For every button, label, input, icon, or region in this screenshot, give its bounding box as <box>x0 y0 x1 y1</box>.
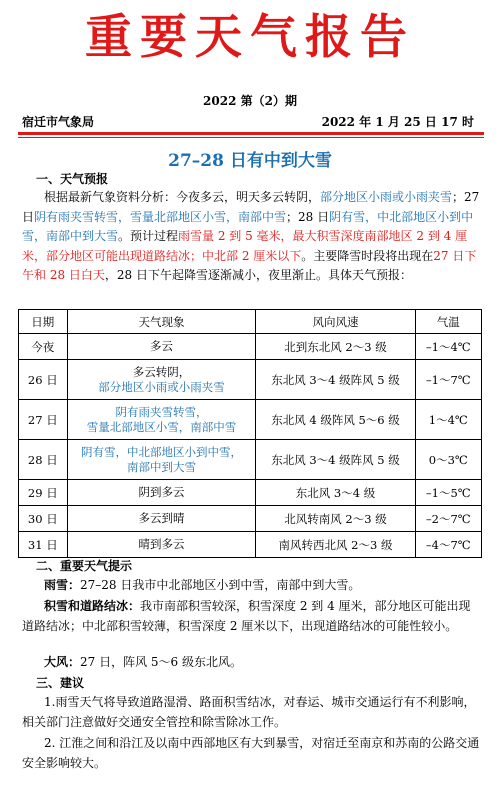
header-date: 日期 <box>19 310 68 334</box>
row-date: 31 日 <box>19 532 68 558</box>
forecast-highlight-1: 部分地区小雨或小雨夹雪 <box>320 190 453 204</box>
forecast-text-6: ，28 日下午起降雪逐渐减小，夜里渐止。具体天气预报： <box>104 268 412 282</box>
row-weather: 阴有雨夹雪转雪， 雪量北部地区小雪，南部中雪 <box>67 400 256 440</box>
section2-heading: 二、重要天气提示 <box>36 559 133 573</box>
report-title: 重要天气报告 <box>85 10 415 65</box>
table-row <box>19 400 482 440</box>
row-wind: 东北风 3～4 级阵风 5 级 <box>256 440 415 480</box>
forecast-text-1: 根据最新气象资料分析：今夜多云，明天多云转阴， <box>44 190 321 204</box>
row-temp: –4～7℃ <box>415 532 481 558</box>
forecast-highlight-2: 阴有雨夹雪转雪，雪量北部地区小雪，南部中雪 <box>34 209 287 224</box>
forecast-table <box>18 309 482 558</box>
row-weather: 多云 <box>67 334 256 360</box>
forecast-highlight-3: 阴有雪，中北部地区小到中雪，南部中到大雪 <box>22 209 474 243</box>
table-row <box>19 532 482 558</box>
row-wind: 东北风 3～4 级 <box>256 480 415 506</box>
row-weather: 多云转阴， 部分地区小雨或小雨夹雪 <box>67 360 256 400</box>
rain-snow-label: 雨雪： <box>44 578 81 592</box>
row-wind: 北到东北风 2～3 级 <box>256 334 415 360</box>
table-row <box>19 506 482 532</box>
suggestion-2 <box>22 733 480 773</box>
headline: 27–28 日有中到大雪 <box>168 151 332 171</box>
row-date: 29 日 <box>19 480 68 506</box>
forecast-paragraph <box>22 188 480 286</box>
row-date: 28 日 <box>19 440 68 480</box>
forecast-text-2: ；27 日 <box>22 190 480 224</box>
header-temperature: 气温 <box>415 310 481 334</box>
row-weather: 阴有雪，中北部地区小到中雪， 南部中到大雪 <box>67 440 256 480</box>
row-wind: 东北风 4 级阵风 5～6 级 <box>256 400 415 440</box>
snow-ice-text: 我市南部积雪较深，积雪深度 2 到 4 厘米，部分地区可能出现道路结冰；中北部积雪较薄，积雪深度 2 厘米以下，出现道路结冰的可能性较小。 <box>22 599 471 633</box>
rain-snow-tip <box>22 575 480 595</box>
header-divider-thick <box>18 132 484 135</box>
section1-heading: 一、天气预报 <box>36 172 109 186</box>
header-weather: 天气现象 <box>67 310 256 334</box>
row-date: 今夜 <box>19 334 68 360</box>
row-weather: 阴到多云 <box>67 480 256 506</box>
suggestion-1-text: 1.雨雪天气将导致道路湿滑、路面积雪结冰，对春运、城市交通运行有不利影响，相关部门注意做好交通安全管控和除雪除冰工作。 <box>22 695 476 729</box>
wind-tip <box>22 652 480 672</box>
suggestion-1 <box>22 692 480 732</box>
row-date: 30 日 <box>19 506 68 532</box>
row-temp: 1～4℃ <box>415 400 481 440</box>
forecast-text-4: 。预计过程 <box>118 229 179 243</box>
rain-snow-text: 27–28 日我市中北部地区小到中雪，南部中到大雪。 <box>80 578 361 592</box>
table-row <box>19 440 482 480</box>
issue-date: 2022 年 1 月 25 日 17 时 <box>321 115 474 129</box>
wind-label: 大风： <box>44 655 81 669</box>
table-row <box>19 360 482 400</box>
table-row <box>19 480 482 506</box>
suggestion-2-text: 2. 江淮之间和沿江及以南中西部地区有大到暴雪，对宿迁至南京和苏南的公路交通安全影响较大。 <box>22 736 480 770</box>
row-wind: 东北风 3～4 级阵风 5 级 <box>256 360 415 400</box>
forecast-highlight-red-1: 雨雪量 2 到 5 毫米，最大积雪深度南部地区 2 到 4 厘米，部分地区可能出现道路结冰；中北部 2 厘米以下 <box>22 229 468 263</box>
row-temp: –1～7℃ <box>415 360 481 400</box>
forecast-highlight-red-2: 27 日下午和 28 日白天 <box>22 248 477 282</box>
issuing-organization: 宿迁市气象局 <box>22 115 95 129</box>
header-wind: 风向风速 <box>256 310 415 334</box>
row-wind: 南风转西北风 2～3 级 <box>256 532 415 558</box>
row-wind: 北风转南风 2～3 级 <box>256 506 415 532</box>
row-date: 27 日 <box>19 400 68 440</box>
snow-ice-label: 积雪和道路结冰： <box>44 599 141 613</box>
row-weather: 多云到晴 <box>67 506 256 532</box>
issue-number: 2022 第（2）期 <box>203 94 297 108</box>
row-temp: –2～7℃ <box>415 506 481 532</box>
table-row <box>19 334 482 360</box>
forecast-text-3: ；28 日 <box>286 209 330 224</box>
row-temp: –1～5℃ <box>415 480 481 506</box>
row-date: 26 日 <box>19 360 68 400</box>
snow-ice-tip <box>22 596 480 636</box>
row-weather: 晴到多云 <box>67 532 256 558</box>
section3-heading: 三、建议 <box>36 676 85 690</box>
table-header-row <box>19 310 482 334</box>
row-temp: –1～4℃ <box>415 334 481 360</box>
forecast-text-5: 。主要降雪时段将出现在 <box>301 248 434 263</box>
wind-text: 27 日，阵风 5～6 级东北风。 <box>80 655 242 669</box>
row-temp: 0～3℃ <box>415 440 481 480</box>
header-divider-thin <box>18 137 484 138</box>
